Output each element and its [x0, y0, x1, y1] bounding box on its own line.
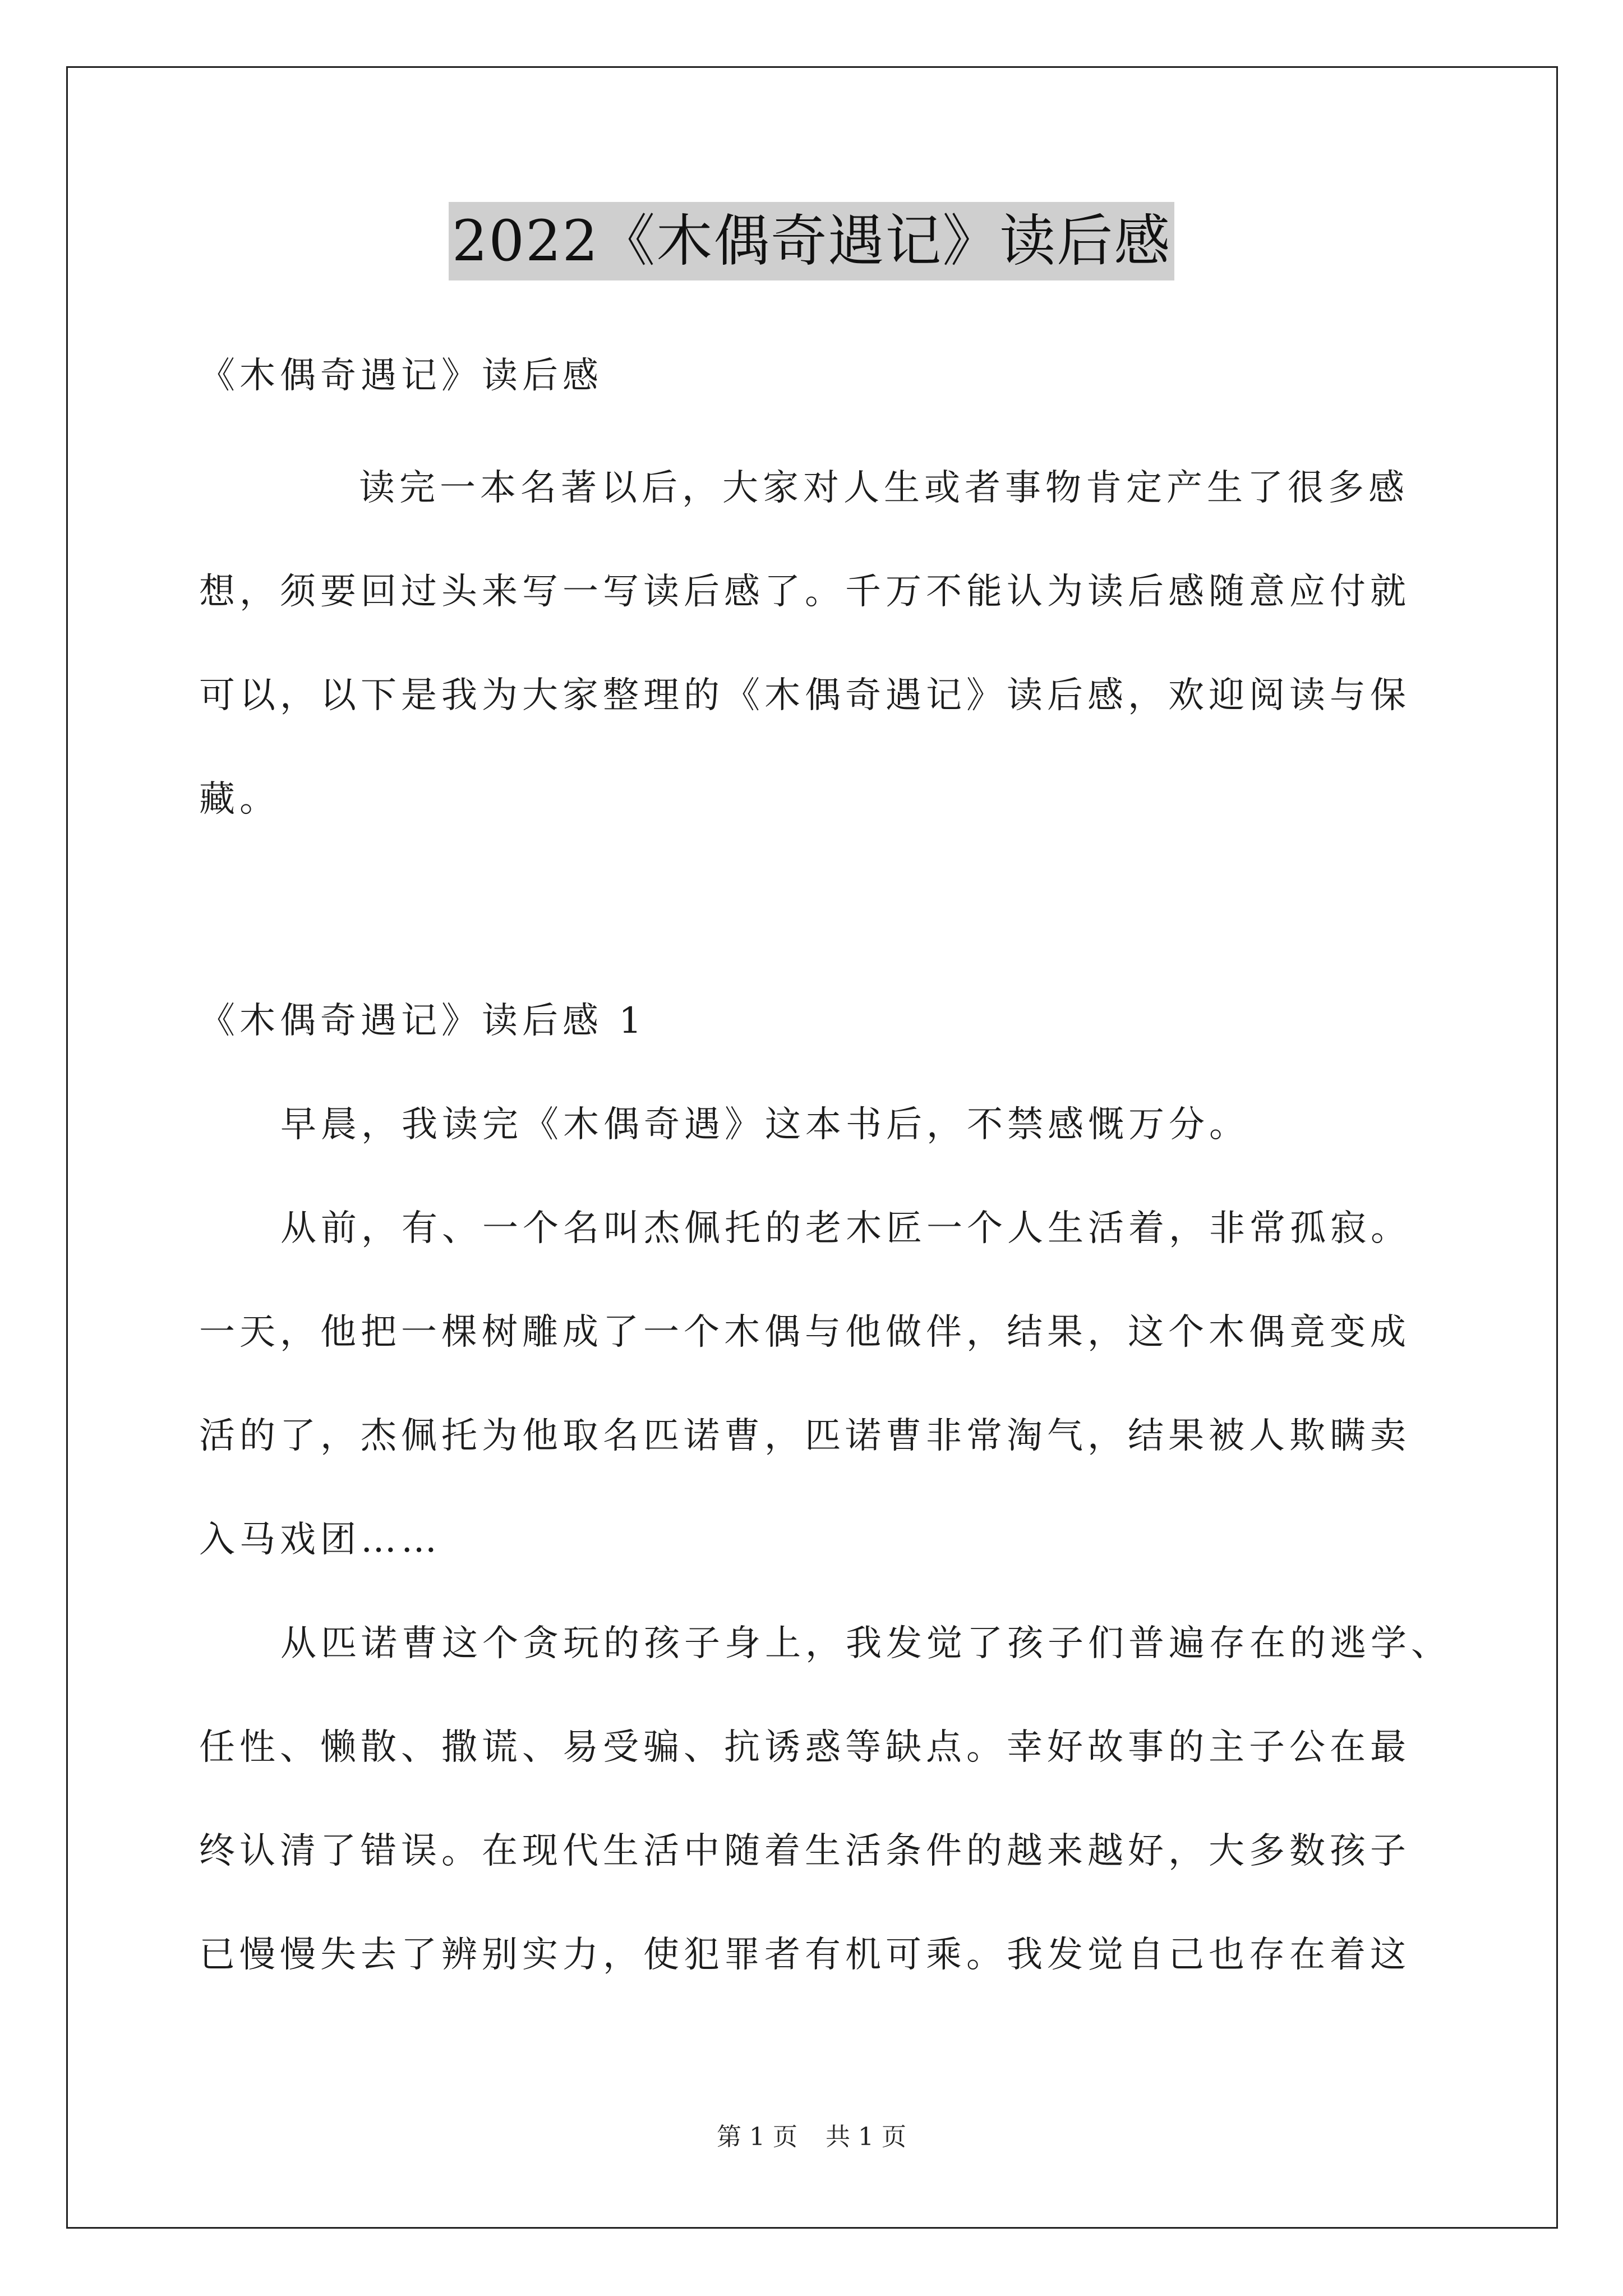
- body-line-7: 任性、懒散、撒谎、易受骗、抗诱惑等缺点。幸好故事的主子公在最: [199, 1727, 1410, 1768]
- page-number-total: 共 1 页: [826, 2123, 906, 2151]
- body-line-5: 入马戏团……: [199, 1519, 441, 1561]
- document-title: 2022《木偶奇遇记》读后感: [449, 202, 1175, 280]
- page-footer: [0, 2120, 1623, 2154]
- intro-line-3: 可以，以下是我为大家整理的《木偶奇遇记》读后感，欢迎阅读与保: [199, 675, 1410, 716]
- title-container: [0, 202, 1623, 280]
- section-heading: 《木偶奇遇记》读后感 1: [199, 1000, 647, 1042]
- body-line-4: 活的了，杰佩托为他取名匹诺曹，匹诺曹非常淘气，结果被人欺瞒卖: [199, 1415, 1410, 1457]
- intro-line-4: 藏。: [199, 779, 280, 820]
- body-line-8: 终认清了错误。在现代生活中随着生活条件的越来越好，大多数孩子: [199, 1830, 1410, 1872]
- intro-line-2: 想，须要回过头来写一写读后感了。千万不能认为读后感随意应付就: [199, 571, 1410, 613]
- body-line-2: 从前，有、一个名叫杰佩托的老木匠一个人生活着，非常孤寂。: [280, 1208, 1411, 1249]
- subtitle: 《木偶奇遇记》读后感: [199, 355, 603, 397]
- intro-line-1: 读完一本名著以后，大家对人生或者事物肯定产生了很多感: [359, 467, 1409, 509]
- body-line-6: 从匹诺曹这个贪玩的孩子身上，我发觉了孩子们普遍存在的逃学、: [280, 1623, 1451, 1664]
- body-line-9: 已慢慢失去了辨别实力，使犯罪者有机可乘。我发觉自己也存在着这: [199, 1934, 1410, 1976]
- body-line-3: 一天，他把一棵树雕成了一个木偶与他做伴，结果，这个木偶竟变成: [199, 1312, 1410, 1353]
- page-number-current: 第 1 页: [717, 2123, 797, 2151]
- body-line-1: 早晨，我读完《木偶奇遇》这本书后，不禁感慨万分。: [280, 1104, 1249, 1145]
